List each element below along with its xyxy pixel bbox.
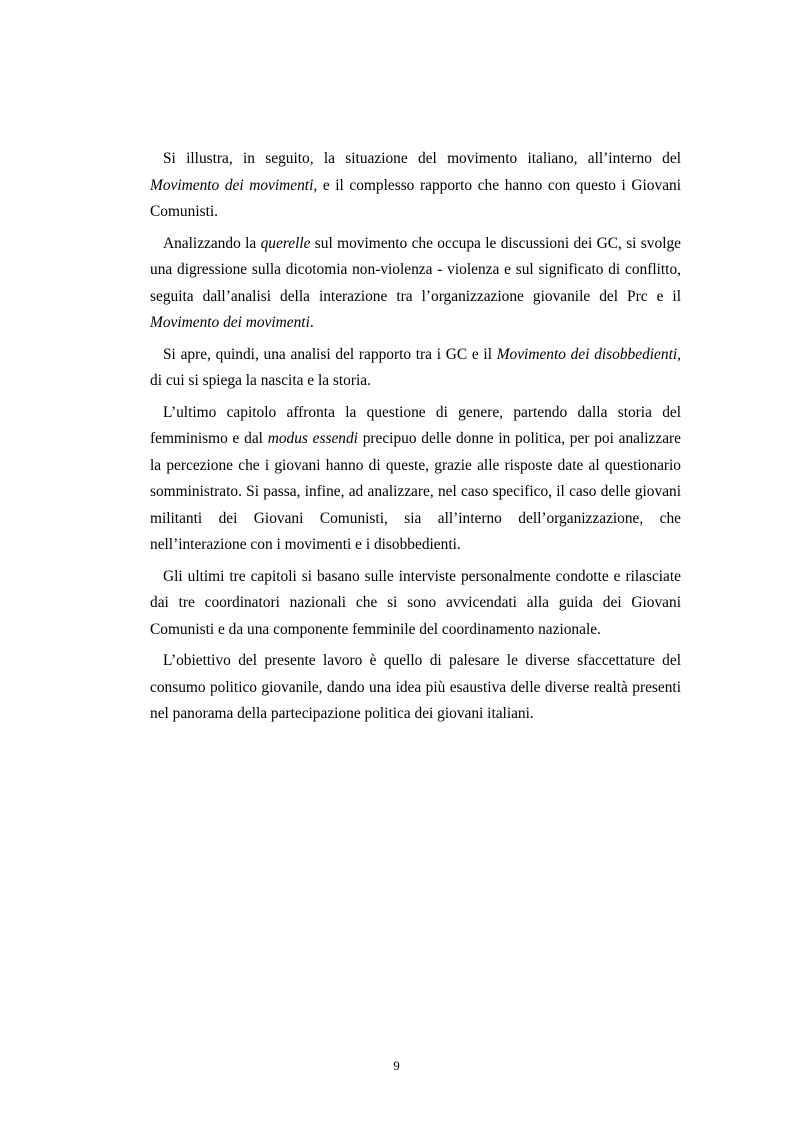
paragraph-4 xyxy=(150,400,681,559)
text-segment: sul movimento che occupa le discussioni dei GC, si svolge una digressione sulla dicotomia non-violenza - violenza e sul significato di conflitto, seguita dall’analisi della interazione tra l’organizzazione giovanile del Prc e il xyxy=(150,234,681,305)
text-segment: , e il complesso rapporto che hanno con questo i Giovani Comunisti. xyxy=(150,176,681,220)
text-segment: Analizzando la xyxy=(163,234,261,252)
text-segment: precipuo delle donne in politica, per poi analizzare la percezione che i giovani hanno di queste, grazie alle risposte date al questionario somministrato. Si passa, infine, ad analizzare, nel caso specifico, il caso delle giovani militanti dei Giovani Comunisti, sia all’interno dell’organizzazione, che nell’interazione con i movimenti e i disobbedienti. xyxy=(150,430,681,553)
paragraph-1 xyxy=(150,146,681,226)
text-segment: Si illustra, in seguito, la situazione del movimento italiano, all’interno del xyxy=(163,150,681,167)
text-segment: Si apre, quindi, una analisi del rapporto tra i GC e il xyxy=(163,345,497,363)
page-body xyxy=(150,146,681,733)
text-segment: . xyxy=(309,314,314,331)
text-segment: Gli ultimi tre capitoli si basano sulle interviste personalmente condotte e rilasciate dai tre coordinatori nazionali che si sono avvicendati alla guida dei Giovani Comunisti e da una componente femminile del coordinamento nazionale. xyxy=(150,567,681,638)
text-segment: L’ultimo capitolo affronta la questione di genere, partendo dalla storia del femminismo e dal xyxy=(150,403,681,447)
paragraph-2 xyxy=(150,231,681,337)
italic-segment: modus essendi xyxy=(267,430,358,447)
paragraph-6 xyxy=(150,648,681,728)
italic-segment: Movimento dei disobbedienti xyxy=(496,345,678,363)
paragraph-5 xyxy=(150,564,681,644)
paragraph-3 xyxy=(150,342,681,395)
italic-segment: Movimento dei movimenti xyxy=(150,176,314,194)
italic-segment: Movimento dei movimenti xyxy=(150,314,310,331)
text-segment: L’obiettivo del presente lavoro è quello di palesare le diverse sfaccettature del consumo politico giovanile, dando una idea più esaustiva delle diverse realtà presenti nel panorama della partecipazione politica dei giovani italiani. xyxy=(150,652,681,722)
page-number: 9 xyxy=(393,1058,400,1073)
italic-segment: querelle xyxy=(260,234,311,252)
text-segment: , di cui si spiega la nascita e la storia. xyxy=(150,345,681,389)
